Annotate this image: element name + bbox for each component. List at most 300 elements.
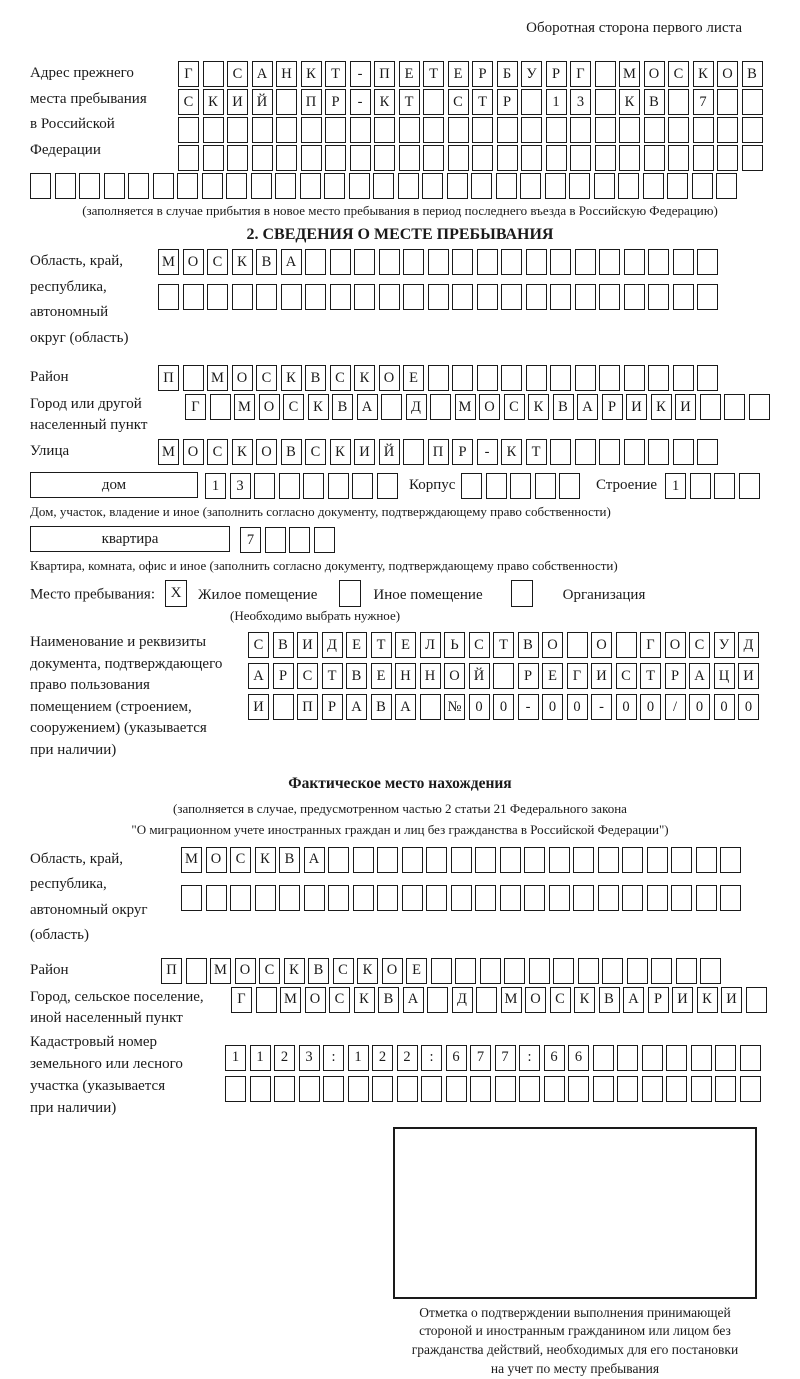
- char-cell: [624, 365, 645, 391]
- char-cell: [254, 473, 275, 499]
- char-cell: [289, 527, 310, 553]
- char-cell: О: [183, 439, 204, 465]
- char-cell: [475, 847, 496, 873]
- char-cell: И: [672, 987, 693, 1013]
- char-cell: 0: [616, 694, 637, 720]
- char-cell: [451, 885, 472, 911]
- char-cell: [402, 885, 423, 911]
- char-cell: [328, 473, 349, 499]
- char-cell: К: [354, 987, 375, 1013]
- fact-note: (заполняется в случае, предусмотренном частью 2 статьи 21 Федерального закона "О миграционном учете иностранных граждан и лиц без гражданства в Российской Федерации"): [131, 801, 669, 837]
- checkbox-inoe[interactable]: [339, 580, 361, 607]
- char-cell: Л: [420, 632, 441, 658]
- char-cell: [690, 473, 711, 499]
- char-cell: [349, 173, 370, 199]
- char-cell: А: [357, 394, 378, 420]
- char-cell: 7: [495, 1045, 516, 1071]
- char-cell: Р: [452, 439, 473, 465]
- char-cell: [624, 439, 645, 465]
- checkbox-org[interactable]: [511, 580, 533, 607]
- char-cell: [700, 394, 721, 420]
- char-cell: Е: [346, 632, 367, 658]
- fact-oblast-row-1[interactable]: [181, 847, 745, 873]
- char-cell: [183, 365, 204, 391]
- char-cell: [428, 365, 449, 391]
- char-cell: О: [542, 632, 563, 658]
- char-cell: Е: [371, 663, 392, 689]
- char-cell: [452, 249, 473, 275]
- doc-row-2[interactable]: [248, 663, 763, 689]
- char-cell: П: [161, 958, 182, 984]
- page-corner-note: Оборотная сторона первого листа: [526, 20, 742, 36]
- char-cell: М: [210, 958, 231, 984]
- char-cell: О: [256, 439, 277, 465]
- fact-raion-row[interactable]: [161, 958, 725, 984]
- char-cell: [276, 117, 297, 143]
- char-cell: [104, 173, 125, 199]
- char-cell: [281, 284, 302, 310]
- char-cell: [279, 473, 300, 499]
- char-cell: И: [721, 987, 742, 1013]
- char-cell: [617, 1045, 638, 1071]
- char-cell: [500, 885, 521, 911]
- char-cell: [648, 439, 669, 465]
- char-cell: Н: [276, 61, 297, 87]
- char-cell: Р: [325, 89, 346, 115]
- char-cell: [178, 117, 199, 143]
- char-cell: [178, 145, 199, 171]
- kadastr-block: [30, 1031, 770, 1119]
- char-cell: [651, 958, 672, 984]
- char-cell: С: [329, 987, 350, 1013]
- char-cell: [251, 173, 272, 199]
- char-cell: [616, 632, 637, 658]
- char-cell: /: [665, 694, 686, 720]
- char-cell: С: [550, 987, 571, 1013]
- char-cell: [423, 145, 444, 171]
- char-cell: С: [259, 958, 280, 984]
- char-cell: Г: [567, 663, 588, 689]
- char-cell: 2: [397, 1045, 418, 1071]
- char-cell: [671, 885, 692, 911]
- char-cell: М: [158, 249, 179, 275]
- char-cell: [520, 173, 541, 199]
- char-cell: [526, 365, 547, 391]
- char-cell: 6: [568, 1045, 589, 1071]
- char-cell: А: [395, 694, 416, 720]
- char-cell: [501, 365, 522, 391]
- char-cell: Е: [542, 663, 563, 689]
- char-cell: Р: [546, 61, 567, 87]
- char-cell: В: [644, 89, 665, 115]
- char-cell: [559, 473, 580, 499]
- char-cell: В: [281, 439, 302, 465]
- kadastr-row-1[interactable]: [225, 1045, 764, 1071]
- char-cell: [377, 885, 398, 911]
- char-cell: С: [668, 61, 689, 87]
- char-cell: [486, 473, 507, 499]
- char-cell: К: [232, 249, 253, 275]
- char-cell: С: [207, 439, 228, 465]
- char-cell: В: [518, 632, 539, 658]
- char-cell: М: [234, 394, 255, 420]
- char-cell: И: [354, 439, 375, 465]
- char-cell: [427, 987, 448, 1013]
- char-cell: У: [521, 61, 542, 87]
- char-cell: [622, 885, 643, 911]
- char-cell: [714, 473, 735, 499]
- char-cell: [276, 145, 297, 171]
- char-cell: [203, 117, 224, 143]
- char-cell: [642, 1045, 663, 1071]
- char-cell: Р: [602, 394, 623, 420]
- char-cell: [642, 1076, 663, 1102]
- doc-block: [30, 632, 770, 761]
- korpus-row[interactable]: [461, 473, 584, 499]
- char-cell: [496, 173, 517, 199]
- char-cell: Т: [322, 663, 343, 689]
- stroenie-label: Строение: [595, 477, 658, 493]
- char-cell: С: [448, 89, 469, 115]
- char-cell: С: [616, 663, 637, 689]
- char-cell: [181, 885, 202, 911]
- char-cell: Р: [497, 89, 518, 115]
- char-cell: [301, 145, 322, 171]
- char-cell: П: [297, 694, 318, 720]
- char-cell: №: [444, 694, 465, 720]
- char-cell: М: [501, 987, 522, 1013]
- char-cell: С: [297, 663, 318, 689]
- fact-gorod-row[interactable]: [231, 987, 770, 1013]
- mesto-label: Место пребывания:: [30, 586, 155, 603]
- char-cell: Т: [325, 61, 346, 87]
- char-cell: С: [333, 958, 354, 984]
- char-cell: [354, 284, 375, 310]
- stroenie-row[interactable]: [665, 473, 763, 499]
- char-cell: [599, 439, 620, 465]
- char-cell: [374, 117, 395, 143]
- char-cell: Т: [640, 663, 661, 689]
- char-cell: [529, 958, 550, 984]
- char-cell: 2: [372, 1045, 393, 1071]
- char-cell: [501, 284, 522, 310]
- char-cell: Е: [399, 61, 420, 87]
- doc-label: Наименование и реквизиты документа, подтверждающего право пользования помещением (строением, сооружением) (указывается при наличии): [30, 634, 223, 758]
- char-cell: [470, 1076, 491, 1102]
- fact-oblast-label: Область, край, республика, автономный округ (область): [30, 850, 148, 944]
- char-cell: [379, 249, 400, 275]
- char-cell: [668, 117, 689, 143]
- char-cell: [673, 439, 694, 465]
- char-cell: [158, 284, 179, 310]
- char-cell: [740, 1045, 761, 1071]
- char-cell: С: [305, 439, 326, 465]
- char-cell: [477, 249, 498, 275]
- option-org-label: Организация: [562, 586, 646, 603]
- char-cell: В: [256, 249, 277, 275]
- char-cell: Т: [423, 61, 444, 87]
- prev-address-row-2[interactable]: [178, 89, 766, 115]
- char-cell: 1: [665, 473, 686, 499]
- char-cell: Ц: [714, 663, 735, 689]
- korpus-label: Корпус: [409, 477, 456, 493]
- char-cell: [575, 249, 596, 275]
- char-cell: :: [519, 1045, 540, 1071]
- prev-address-row-4[interactable]: [178, 145, 766, 171]
- char-cell: [475, 885, 496, 911]
- char-cell: [377, 473, 398, 499]
- char-cell: 0: [469, 694, 490, 720]
- char-cell: [549, 847, 570, 873]
- char-cell: [742, 117, 763, 143]
- char-cell: В: [371, 694, 392, 720]
- prev-address-block: [30, 61, 770, 171]
- char-cell: [666, 1076, 687, 1102]
- char-cell: [227, 117, 248, 143]
- char-cell: 0: [493, 694, 514, 720]
- char-cell: К: [651, 394, 672, 420]
- char-cell: [624, 249, 645, 275]
- char-cell: [256, 284, 277, 310]
- char-cell: [593, 1045, 614, 1071]
- char-cell: [426, 885, 447, 911]
- char-cell: А: [252, 61, 273, 87]
- char-cell: [697, 249, 718, 275]
- char-cell: [643, 173, 664, 199]
- kvartira-box[interactable]: квартира: [30, 526, 230, 552]
- char-cell: [397, 1076, 418, 1102]
- char-cell: [742, 89, 763, 115]
- char-cell: [250, 1076, 271, 1102]
- char-cell: [673, 365, 694, 391]
- char-cell: [692, 173, 713, 199]
- char-cell: 1: [250, 1045, 271, 1071]
- checkbox-zhiloe-mark: X: [170, 585, 182, 601]
- char-cell: [595, 117, 616, 143]
- raion-row[interactable]: [158, 365, 722, 391]
- char-cell: С: [330, 365, 351, 391]
- char-cell: [595, 145, 616, 171]
- char-cell: И: [626, 394, 647, 420]
- prev-address-row-5[interactable]: [30, 173, 770, 199]
- char-cell: [128, 173, 149, 199]
- char-cell: [715, 1045, 736, 1071]
- mesto-block: [30, 583, 770, 607]
- char-cell: М: [619, 61, 640, 87]
- char-cell: П: [374, 61, 395, 87]
- char-cell: А: [689, 663, 710, 689]
- char-cell: [617, 1076, 638, 1102]
- char-cell: Е: [448, 61, 469, 87]
- char-cell: [691, 1045, 712, 1071]
- option-inoe-label: Иное помещение: [373, 586, 483, 603]
- char-cell: -: [591, 694, 612, 720]
- char-cell: Н: [395, 663, 416, 689]
- char-cell: Р: [665, 663, 686, 689]
- char-cell: К: [354, 365, 375, 391]
- section2-title: 2. СВЕДЕНИЯ О МЕСТЕ ПРЕБЫВАНИЯ: [246, 226, 554, 243]
- char-cell: [421, 1076, 442, 1102]
- char-cell: :: [421, 1045, 442, 1071]
- char-cell: Г: [178, 61, 199, 87]
- char-cell: [717, 117, 738, 143]
- ulitsa-label: Улица: [30, 443, 70, 459]
- char-cell: К: [232, 439, 253, 465]
- ulitsa-row[interactable]: [158, 439, 722, 465]
- char-cell: [451, 847, 472, 873]
- char-cell: 0: [542, 694, 563, 720]
- char-cell: А: [248, 663, 269, 689]
- char-cell: [567, 632, 588, 658]
- char-cell: Т: [371, 632, 392, 658]
- dom-caption: Дом, участок, владение и иное (заполнить согласно документу, подтверждающему право собственности): [30, 504, 611, 519]
- char-cell: [79, 173, 100, 199]
- prev-address-note: (заполняется в случае прибытия в новое место пребывания в период последнего въезда в Российскую Федерацию): [82, 203, 718, 218]
- char-cell: [598, 885, 619, 911]
- char-cell: [354, 249, 375, 275]
- char-cell: П: [301, 89, 322, 115]
- char-cell: О: [717, 61, 738, 87]
- kvartira-row[interactable]: [240, 527, 338, 553]
- char-cell: 0: [689, 694, 710, 720]
- char-cell: 1: [546, 89, 567, 115]
- char-cell: К: [281, 365, 302, 391]
- char-cell: [526, 284, 547, 310]
- char-cell: [700, 958, 721, 984]
- char-cell: Р: [322, 694, 343, 720]
- char-cell: В: [742, 61, 763, 87]
- char-cell: [618, 173, 639, 199]
- char-cell: О: [379, 365, 400, 391]
- char-cell: М: [455, 394, 476, 420]
- char-cell: К: [528, 394, 549, 420]
- doc-row-3[interactable]: [248, 694, 763, 720]
- oblast-row-2[interactable]: [158, 284, 722, 310]
- char-cell: [206, 885, 227, 911]
- char-cell: У: [714, 632, 735, 658]
- char-cell: Е: [403, 365, 424, 391]
- char-cell: Й: [379, 439, 400, 465]
- char-cell: [696, 847, 717, 873]
- dom-number-row[interactable]: [205, 473, 401, 499]
- char-cell: А: [281, 249, 302, 275]
- prev-address-row-1[interactable]: [178, 61, 766, 87]
- char-cell: О: [259, 394, 280, 420]
- char-cell: [350, 145, 371, 171]
- char-cell: Р: [273, 663, 294, 689]
- char-cell: С: [256, 365, 277, 391]
- char-cell: [720, 885, 741, 911]
- char-cell: 0: [640, 694, 661, 720]
- kvartira-caption: Квартира, комната, офис и иное (заполнить согласно документу, подтверждающему право собственности): [30, 558, 618, 573]
- char-cell: В: [279, 847, 300, 873]
- char-cell: О: [305, 987, 326, 1013]
- char-cell: -: [518, 694, 539, 720]
- kadastr-row-2[interactable]: [225, 1076, 764, 1102]
- char-cell: [740, 1076, 761, 1102]
- char-cell: [593, 1076, 614, 1102]
- oblast-block: [30, 249, 770, 351]
- char-cell: [697, 365, 718, 391]
- char-cell: [431, 958, 452, 984]
- char-cell: Т: [399, 89, 420, 115]
- char-cell: [227, 145, 248, 171]
- char-cell: [524, 885, 545, 911]
- char-cell: 7: [470, 1045, 491, 1071]
- checkbox-zhiloe[interactable]: [165, 580, 187, 607]
- oblast-row-1[interactable]: [158, 249, 722, 275]
- char-cell: Т: [472, 89, 493, 115]
- char-cell: [225, 1076, 246, 1102]
- char-cell: [348, 1076, 369, 1102]
- char-cell: С: [469, 632, 490, 658]
- char-cell: М: [158, 439, 179, 465]
- char-cell: [691, 1076, 712, 1102]
- char-cell: [304, 885, 325, 911]
- char-cell: [447, 173, 468, 199]
- char-cell: К: [301, 61, 322, 87]
- char-cell: [570, 145, 591, 171]
- char-cell: [495, 1076, 516, 1102]
- char-cell: [203, 61, 224, 87]
- char-cell: [673, 284, 694, 310]
- char-cell: 3: [570, 89, 591, 115]
- char-cell: [493, 663, 514, 689]
- doc-row-1[interactable]: [248, 632, 763, 658]
- fact-oblast-row-2[interactable]: [181, 885, 745, 911]
- char-cell: К: [284, 958, 305, 984]
- char-cell: Т: [493, 632, 514, 658]
- char-cell: В: [305, 365, 326, 391]
- char-cell: С: [207, 249, 228, 275]
- prev-address-row-3[interactable]: [178, 117, 766, 143]
- char-cell: К: [693, 61, 714, 87]
- char-cell: [717, 145, 738, 171]
- char-cell: [715, 1076, 736, 1102]
- char-cell: [352, 473, 373, 499]
- char-cell: М: [207, 365, 228, 391]
- char-cell: [619, 145, 640, 171]
- char-cell: В: [273, 632, 294, 658]
- char-cell: [599, 284, 620, 310]
- char-cell: [497, 145, 518, 171]
- char-cell: [622, 847, 643, 873]
- char-cell: О: [444, 663, 465, 689]
- char-cell: С: [230, 847, 251, 873]
- char-cell: [501, 249, 522, 275]
- char-cell: [550, 249, 571, 275]
- char-cell: [207, 284, 228, 310]
- char-cell: [575, 365, 596, 391]
- char-cell: К: [697, 987, 718, 1013]
- char-cell: В: [332, 394, 353, 420]
- char-cell: [472, 117, 493, 143]
- kadastr-label: Кадастровый номер земельного или лесного участка (указывается при наличии): [30, 1033, 183, 1116]
- raion-block: [30, 365, 770, 391]
- char-cell: Д: [738, 632, 759, 658]
- char-cell: О: [382, 958, 403, 984]
- char-cell: [423, 117, 444, 143]
- char-cell: [500, 847, 521, 873]
- char-cell: [550, 284, 571, 310]
- char-cell: -: [350, 89, 371, 115]
- dom-box[interactable]: дом: [30, 472, 198, 498]
- char-cell: [693, 117, 714, 143]
- gorod-row[interactable]: [185, 394, 773, 420]
- char-cell: [177, 173, 198, 199]
- char-cell: И: [738, 663, 759, 689]
- char-cell: [403, 284, 424, 310]
